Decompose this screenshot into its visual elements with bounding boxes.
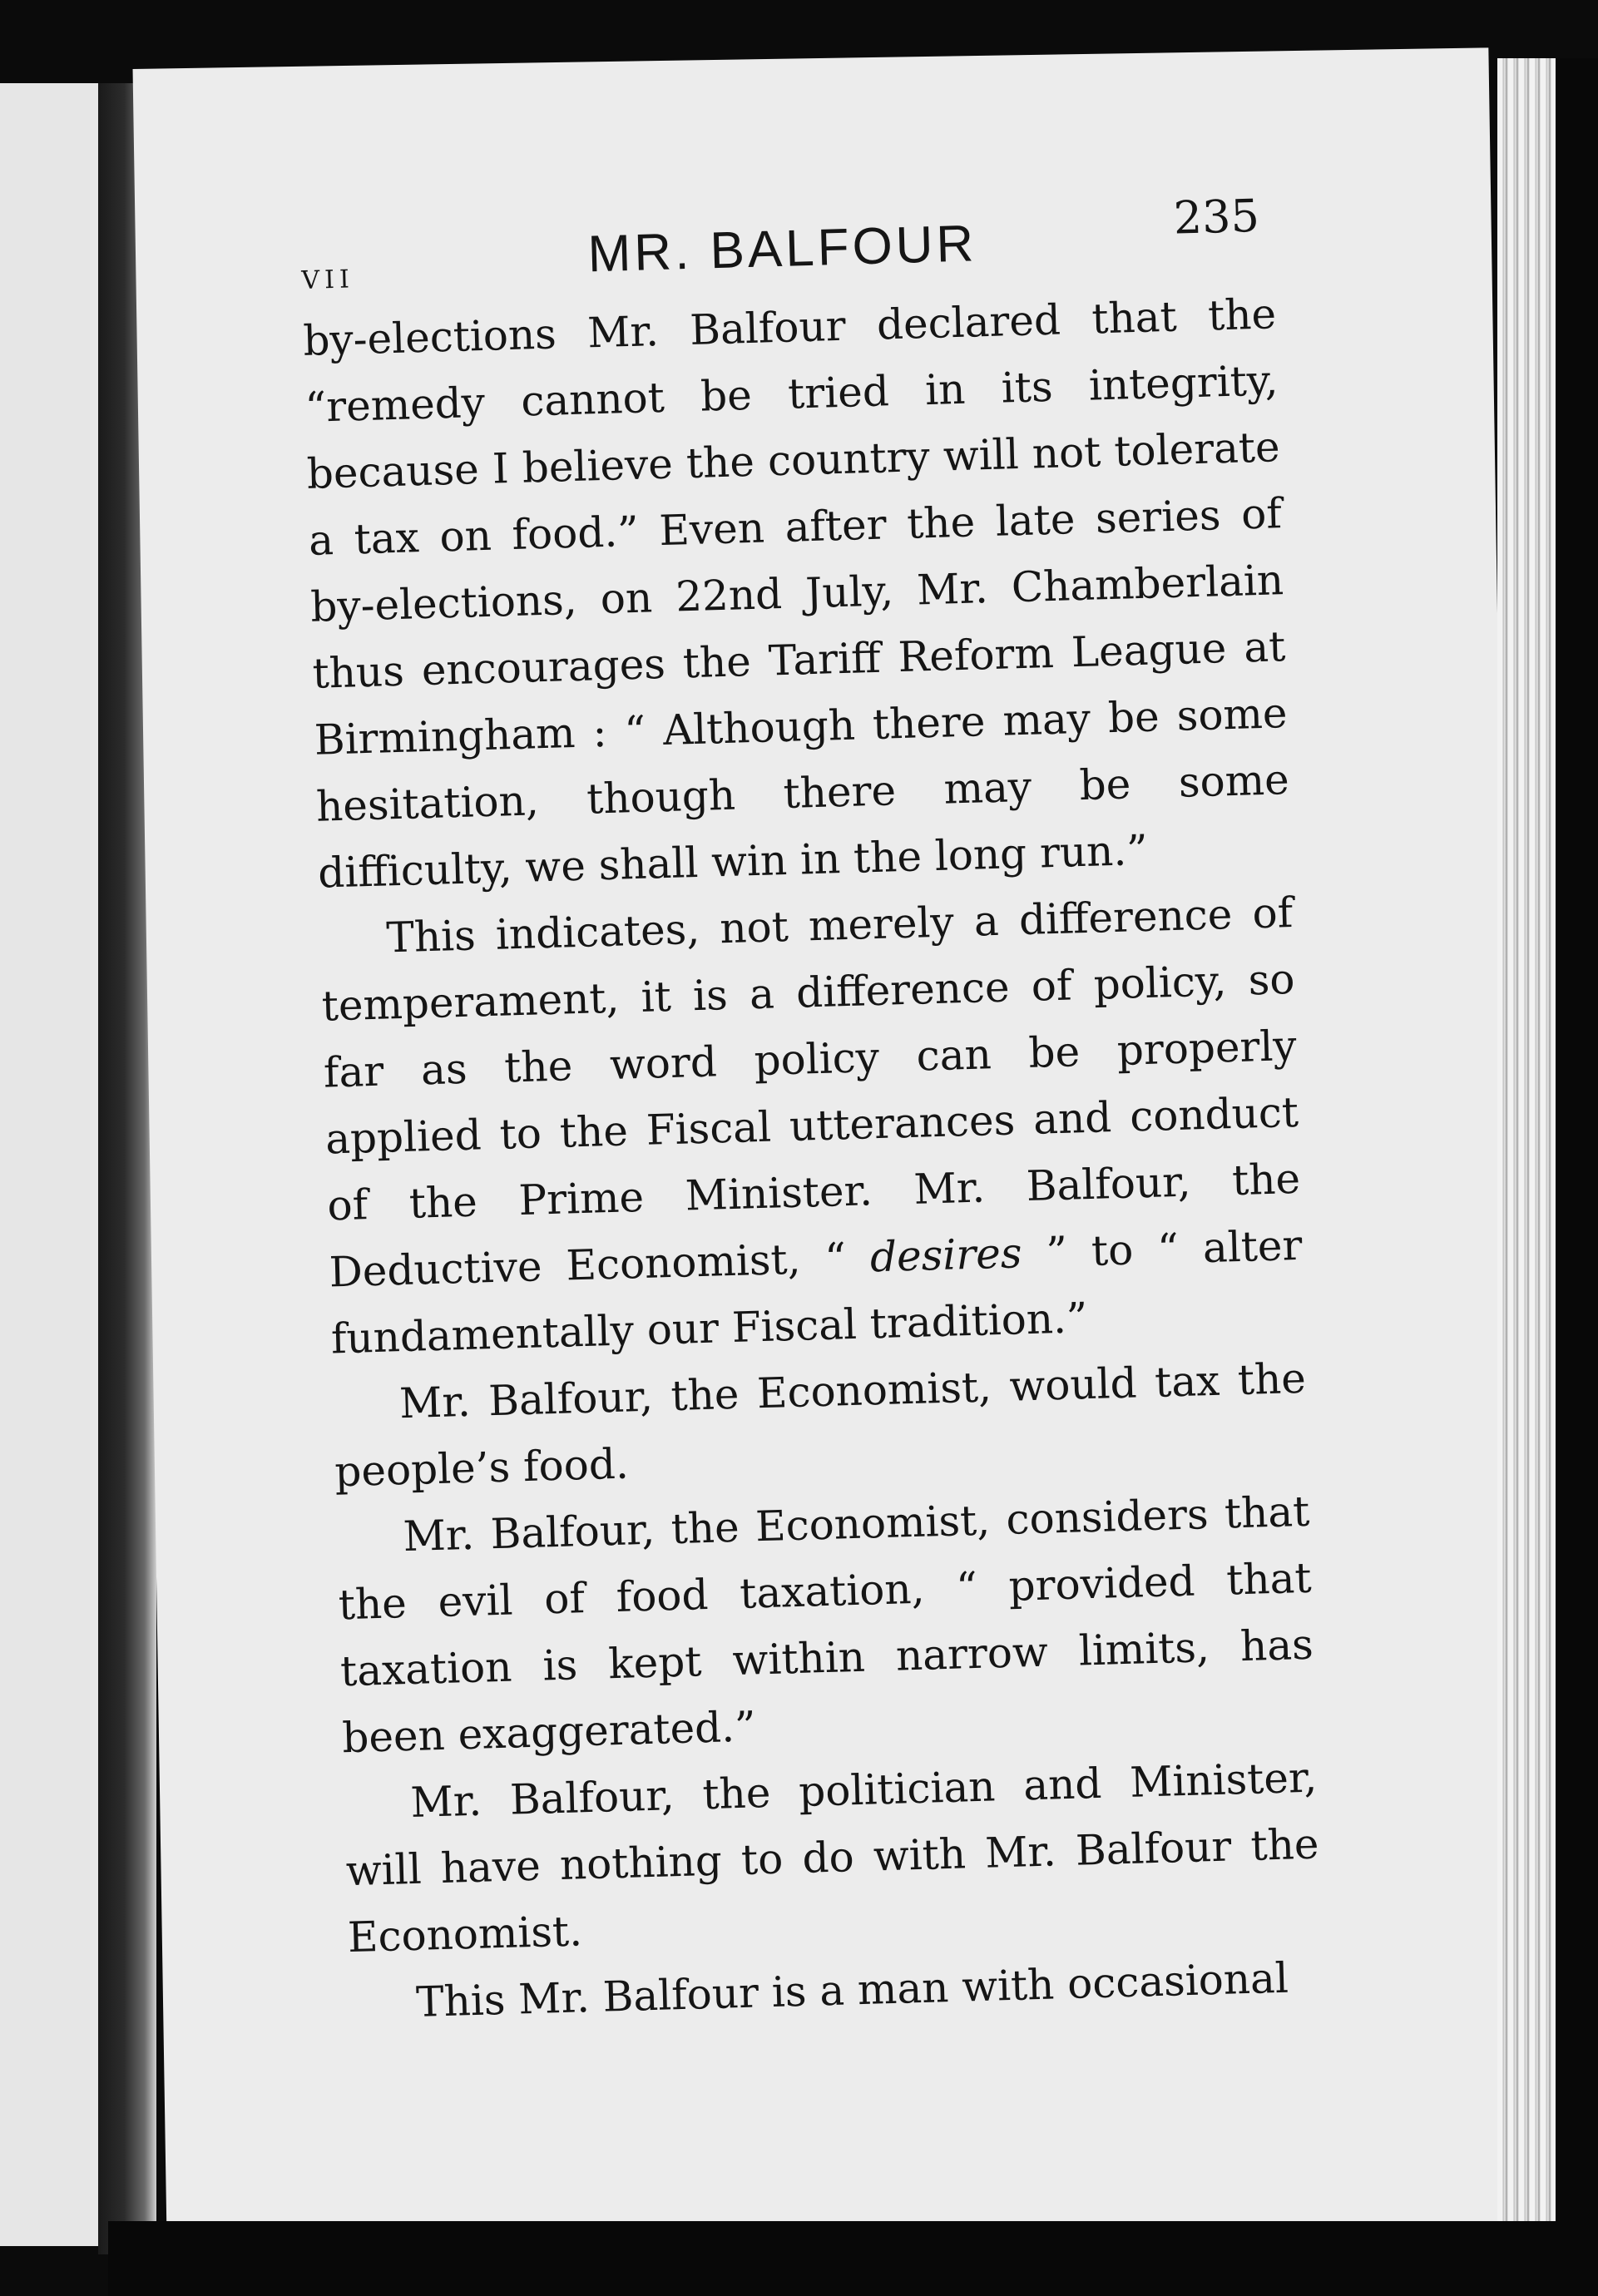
text-run: Mr. Balfour, the Economist, considers that the evil of food taxation, “ provided that taxation is kept within narrow limits, has been exaggerated.” <box>338 1487 1314 1763</box>
text-run: Mr. Balfour, the politician and Minister, will have nothing to do with Mr. Balfour the Economist. <box>345 1753 1320 1962</box>
facing-page-edge <box>0 83 108 2246</box>
text-run: This Mr. Balfour is a man with occasional <box>415 1953 1289 2026</box>
paragraph <box>336 1478 1316 1772</box>
running-title: MR. BALFOUR <box>586 215 978 284</box>
paragraph <box>332 1345 1309 1506</box>
printed-text-block <box>299 181 1323 2037</box>
scan-border-right <box>1556 58 1598 2296</box>
body-text <box>302 280 1323 2037</box>
text-run: ” to “ alter fundamentally our Fiscal tradition.” <box>330 1220 1304 1363</box>
page-number: 235 <box>1172 189 1260 245</box>
scan-border-bottom <box>108 2221 1597 2296</box>
text-run: by-elections Mr. Balfour declared that the “remedy cannot be tried in its integrity, because I believe the country will not tolerate a tax on food.” Even after the late series of by-elections, on 22nd July, Mr. Chamberlain thus encourages the Tariff Reform League at Birmingham : “ Although there may be some hesitation, though there may be some difficulty, we shall win in the long run.” <box>302 289 1290 898</box>
paragraph <box>343 1744 1321 1972</box>
chapter-number: VII <box>300 265 355 295</box>
page-stack-edges <box>1497 58 1564 2238</box>
paragraph <box>302 280 1292 906</box>
text-run: Mr. Balfour, the Economist, would tax the people’s food. <box>334 1353 1307 1497</box>
text-run: This indicates, not merely a difference of temperament, it is a difference of policy, so far as the word policy can be properly applied to the Fiscal utterances and conduct of the Prime Minister. Mr. Balfour, the Deductive Economist, “ <box>320 888 1301 1297</box>
paragraph <box>319 879 1304 1372</box>
emphasized-text: desires <box>869 1229 1023 1282</box>
